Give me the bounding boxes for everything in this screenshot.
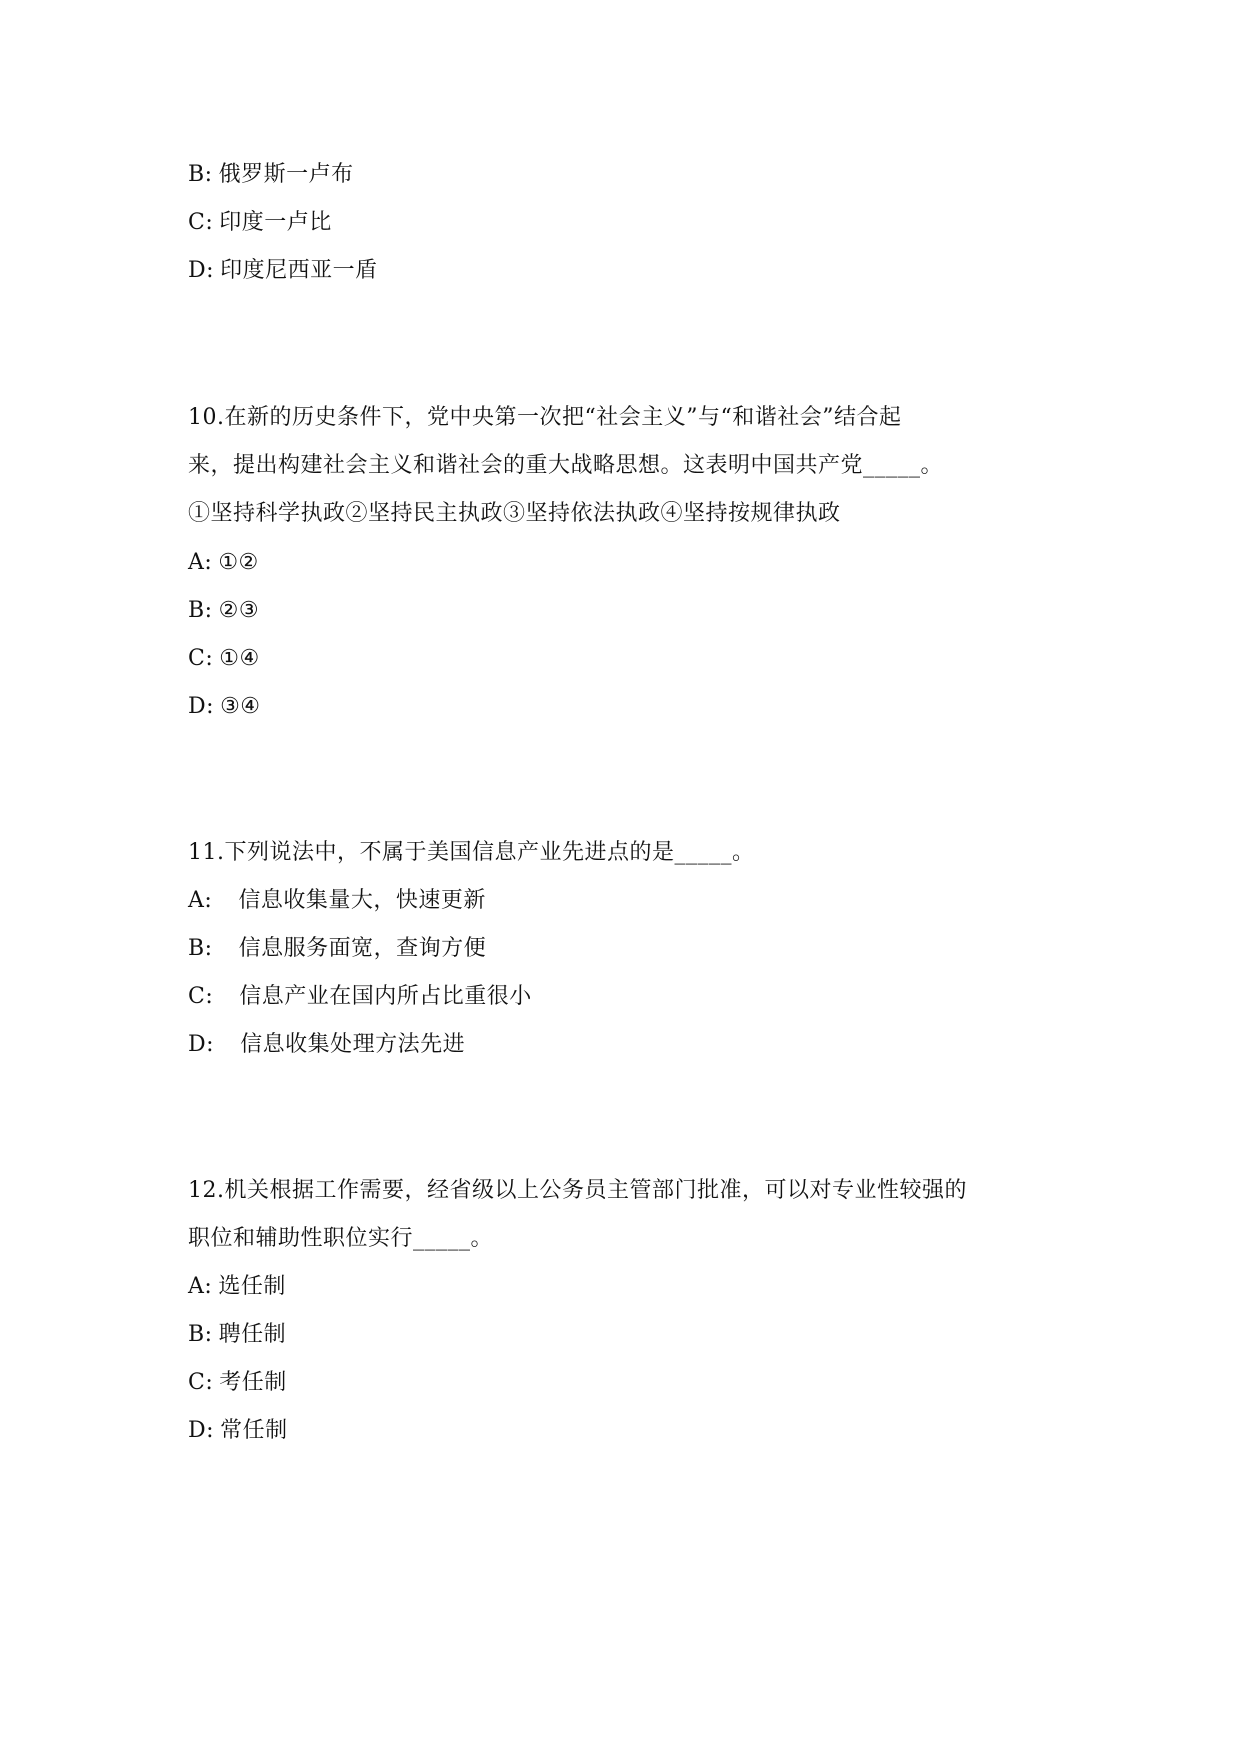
option-text: 常任制 — [220, 1418, 288, 1443]
question-12-stem-line-2: 职位和辅助性职位实行_____。 — [188, 1226, 494, 1251]
option-text: 信息服务面宽，查询方便 — [238, 936, 487, 961]
option-label: A: — [188, 550, 213, 575]
question-10-stem-line-1: 10.在新的历史条件下，党中央第一次把“社会主义”与“和谐社会”结合起 — [188, 405, 902, 430]
option-label: D: — [188, 1032, 215, 1057]
option-text: 俄罗斯一卢布 — [218, 162, 354, 187]
option-label: B: — [188, 598, 213, 623]
option-label: D: — [188, 258, 215, 283]
question-12-option-d — [188, 1416, 288, 1446]
question-12-stem-line-1: 12.机关根据工作需要，经省级以上公务员主管部门批准，可以对专业性较强的 — [188, 1178, 967, 1203]
prev-option-c — [188, 208, 332, 238]
option-text: 信息产业在国内所占比重很小 — [239, 984, 532, 1009]
option-label: C: — [188, 646, 214, 671]
question-12-option-c — [188, 1368, 287, 1398]
option-label: C: — [188, 984, 214, 1009]
option-text: 聘任制 — [218, 1322, 287, 1347]
option-label: B: — [188, 162, 213, 187]
question-10-option-b — [188, 596, 259, 626]
question-10-option-c — [188, 644, 260, 674]
question-11-option-b — [188, 934, 486, 964]
prev-option-b — [188, 160, 354, 190]
option-label: B: — [188, 936, 213, 961]
question-12-option-a — [188, 1272, 286, 1302]
option-label: D: — [188, 694, 215, 719]
question-10-option-d — [188, 692, 261, 722]
option-label: A: — [188, 1274, 213, 1299]
question-10-stem-line-2: 来，提出构建社会主义和谐社会的重大战略思想。这表明中国共产党_____。 — [188, 453, 944, 478]
option-text: 信息收集量大，快速更新 — [238, 888, 486, 913]
question-10-option-a — [188, 548, 259, 578]
option-text: ③④ — [220, 694, 261, 719]
option-text: ①④ — [219, 646, 260, 671]
option-text: 考任制 — [219, 1370, 287, 1395]
option-text: 印度尼西亚一盾 — [220, 258, 378, 283]
option-label: C: — [188, 210, 214, 235]
option-text: 信息收集处理方法先进 — [240, 1032, 466, 1057]
question-11-option-c — [188, 982, 532, 1012]
option-text: 印度一卢比 — [219, 210, 332, 235]
option-text: ②③ — [218, 598, 260, 623]
option-text: ①② — [218, 550, 259, 575]
question-12-option-b — [188, 1320, 286, 1350]
question-10-stem-line-3: ①坚持科学执政②坚持民主执政③坚持依法执政④坚持按规律执政 — [188, 501, 841, 526]
option-label: C: — [188, 1370, 214, 1395]
option-text: 选任制 — [218, 1274, 286, 1299]
option-label: A: — [188, 888, 213, 913]
question-11-option-a — [188, 886, 486, 916]
question-11-stem-line-1: 11.下列说法中，不属于美国信息产业先进点的是_____。 — [188, 840, 755, 865]
option-label: D: — [188, 1418, 215, 1443]
question-11-option-d — [188, 1030, 465, 1060]
option-label: B: — [188, 1322, 213, 1347]
prev-option-d — [188, 256, 378, 286]
